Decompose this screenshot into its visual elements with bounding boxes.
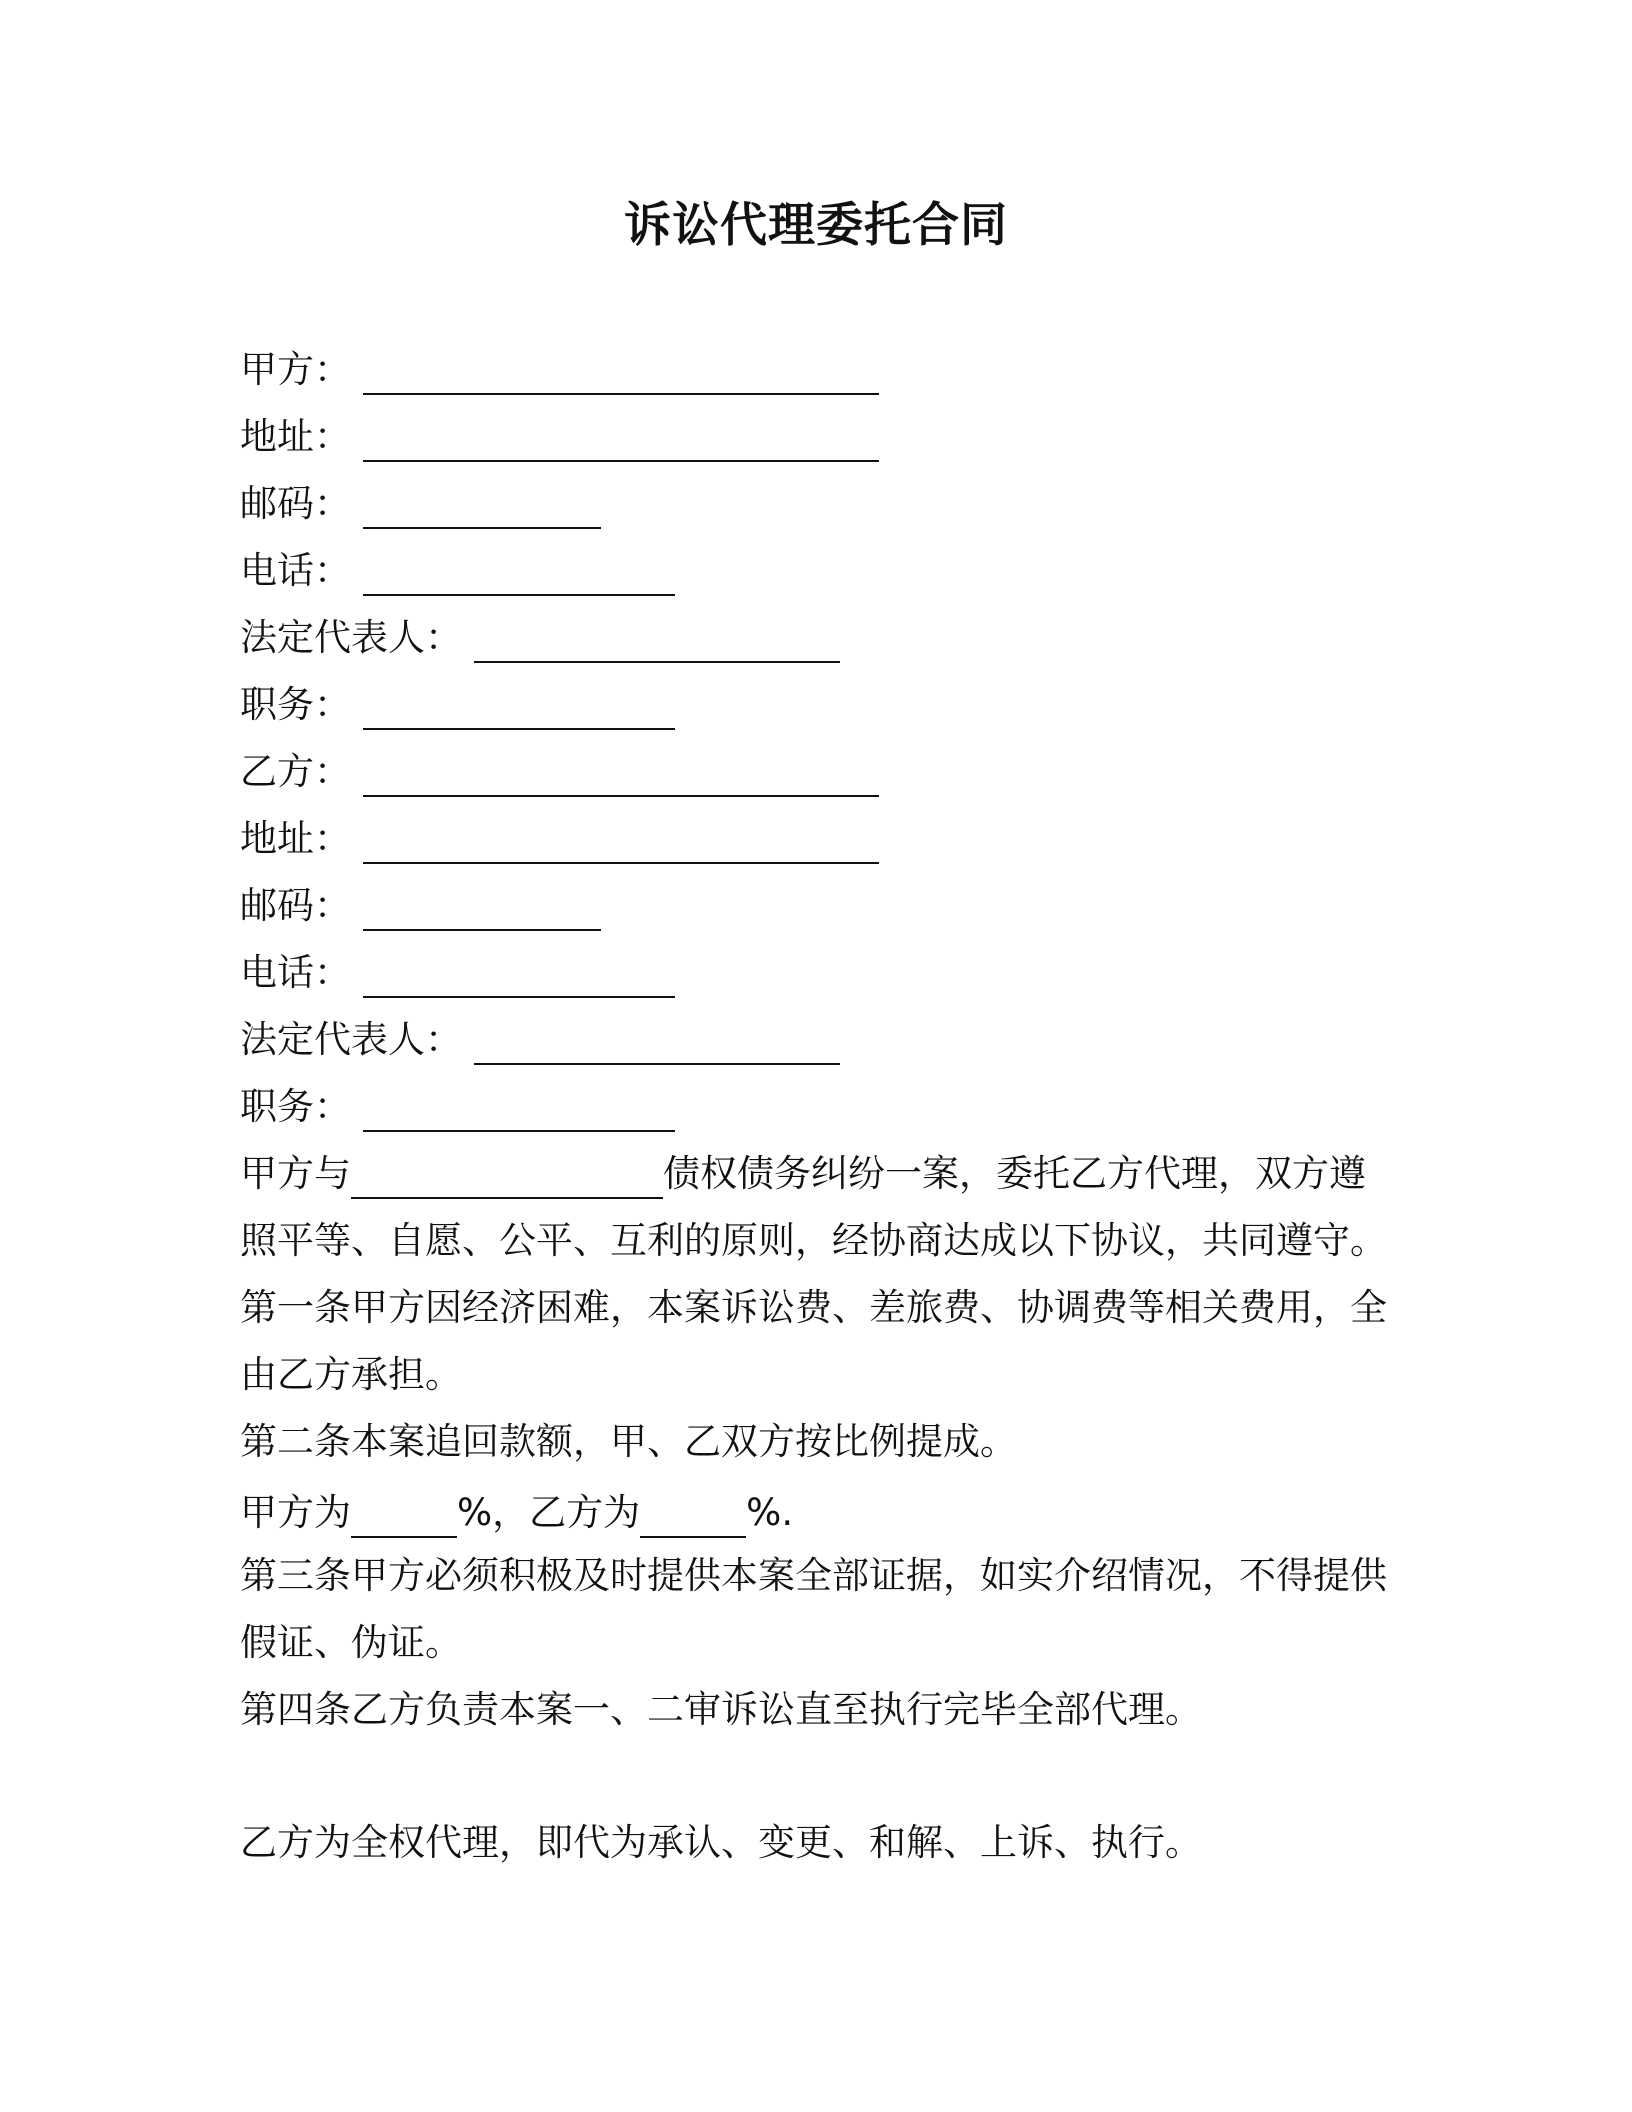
party-b-address-blank[interactable] (363, 814, 879, 864)
party-b-name-field (240, 747, 879, 797)
article-2-line-1: 第二条本案追回款额，甲、乙双方按比例提成。 (240, 1420, 1017, 1463)
intro-text-2: 债权债务纠纷一案，委托乙方代理，双方遵 (663, 1152, 1366, 1195)
article-1-line-1: 第一条甲方因经济困难，本案诉讼费、差旅费、协调费等相关费用，全 (240, 1286, 1387, 1329)
party-b-postcode-label: 邮码： (240, 884, 351, 927)
dispute-party-blank[interactable] (351, 1151, 663, 1199)
ratio-text-2: %，乙方为 (457, 1491, 641, 1534)
intro-text-1: 甲方与 (240, 1152, 351, 1195)
party-b-postcode-field (240, 881, 601, 931)
party-a-phone-label: 电话： (240, 549, 351, 592)
party-b-position-label: 职务： (240, 1085, 351, 1128)
party-b-phone-field (240, 948, 675, 998)
party-a-name-label: 甲方： (240, 348, 351, 391)
party-a-name-field (240, 345, 879, 395)
party-b-percent-blank[interactable] (640, 1490, 746, 1538)
party-b-position-field (240, 1082, 675, 1132)
party-b-legal-rep-blank[interactable] (474, 1015, 840, 1065)
party-b-postcode-blank[interactable] (363, 881, 601, 931)
party-b-name-label: 乙方： (240, 750, 351, 793)
party-b-legal-rep-field (240, 1015, 840, 1065)
party-a-position-label: 职务： (240, 683, 351, 726)
ratio-text-3: %. (746, 1491, 794, 1534)
party-b-legal-rep-label: 法定代表人： (240, 1018, 462, 1061)
party-b-phone-label: 电话： (240, 951, 351, 994)
party-a-legal-rep-field (240, 613, 840, 663)
party-b-address-field (240, 814, 879, 864)
article-4-line-2: 乙方为全权代理，即代为承认、变更、和解、上诉、执行。 (240, 1821, 1202, 1864)
party-a-position-field (240, 680, 675, 730)
ratio-text-1: 甲方为 (240, 1491, 351, 1534)
article-1-line-2: 由乙方承担。 (240, 1353, 462, 1396)
party-a-percent-blank[interactable] (351, 1490, 457, 1538)
party-b-phone-blank[interactable] (363, 948, 675, 998)
party-a-postcode-label: 邮码： (240, 482, 351, 525)
party-a-phone-blank[interactable] (363, 546, 675, 596)
party-a-address-blank[interactable] (363, 412, 879, 462)
party-b-name-blank[interactable] (363, 747, 879, 797)
party-a-legal-rep-label: 法定代表人： (240, 616, 462, 659)
party-a-position-blank[interactable] (363, 680, 675, 730)
article-3-line-1: 第三条甲方必须积极及时提供本案全部证据，如实介绍情况，不得提供 (240, 1554, 1387, 1597)
intro-line-2: 照平等、自愿、公平、互利的原则，经协商达成以下协议，共同遵守。 (240, 1219, 1387, 1262)
party-a-address-label: 地址： (240, 415, 351, 458)
party-a-name-blank[interactable] (363, 345, 879, 395)
article-2-ratio-line (240, 1488, 1400, 1538)
party-a-postcode-field (240, 479, 601, 529)
party-b-position-blank[interactable] (363, 1082, 675, 1132)
party-a-postcode-blank[interactable] (363, 479, 601, 529)
party-b-address-label: 地址： (240, 817, 351, 860)
article-4-line-1: 第四条乙方负责本案一、二审诉讼直至执行完毕全部代理。 (240, 1688, 1202, 1731)
article-3-line-2: 假证、伪证。 (240, 1621, 462, 1664)
party-a-address-field (240, 412, 879, 462)
intro-line-1 (240, 1149, 1400, 1199)
party-a-phone-field (240, 546, 675, 596)
party-a-legal-rep-blank[interactable] (474, 613, 840, 663)
document-title: 诉讼代理委托合同 (624, 198, 1008, 253)
